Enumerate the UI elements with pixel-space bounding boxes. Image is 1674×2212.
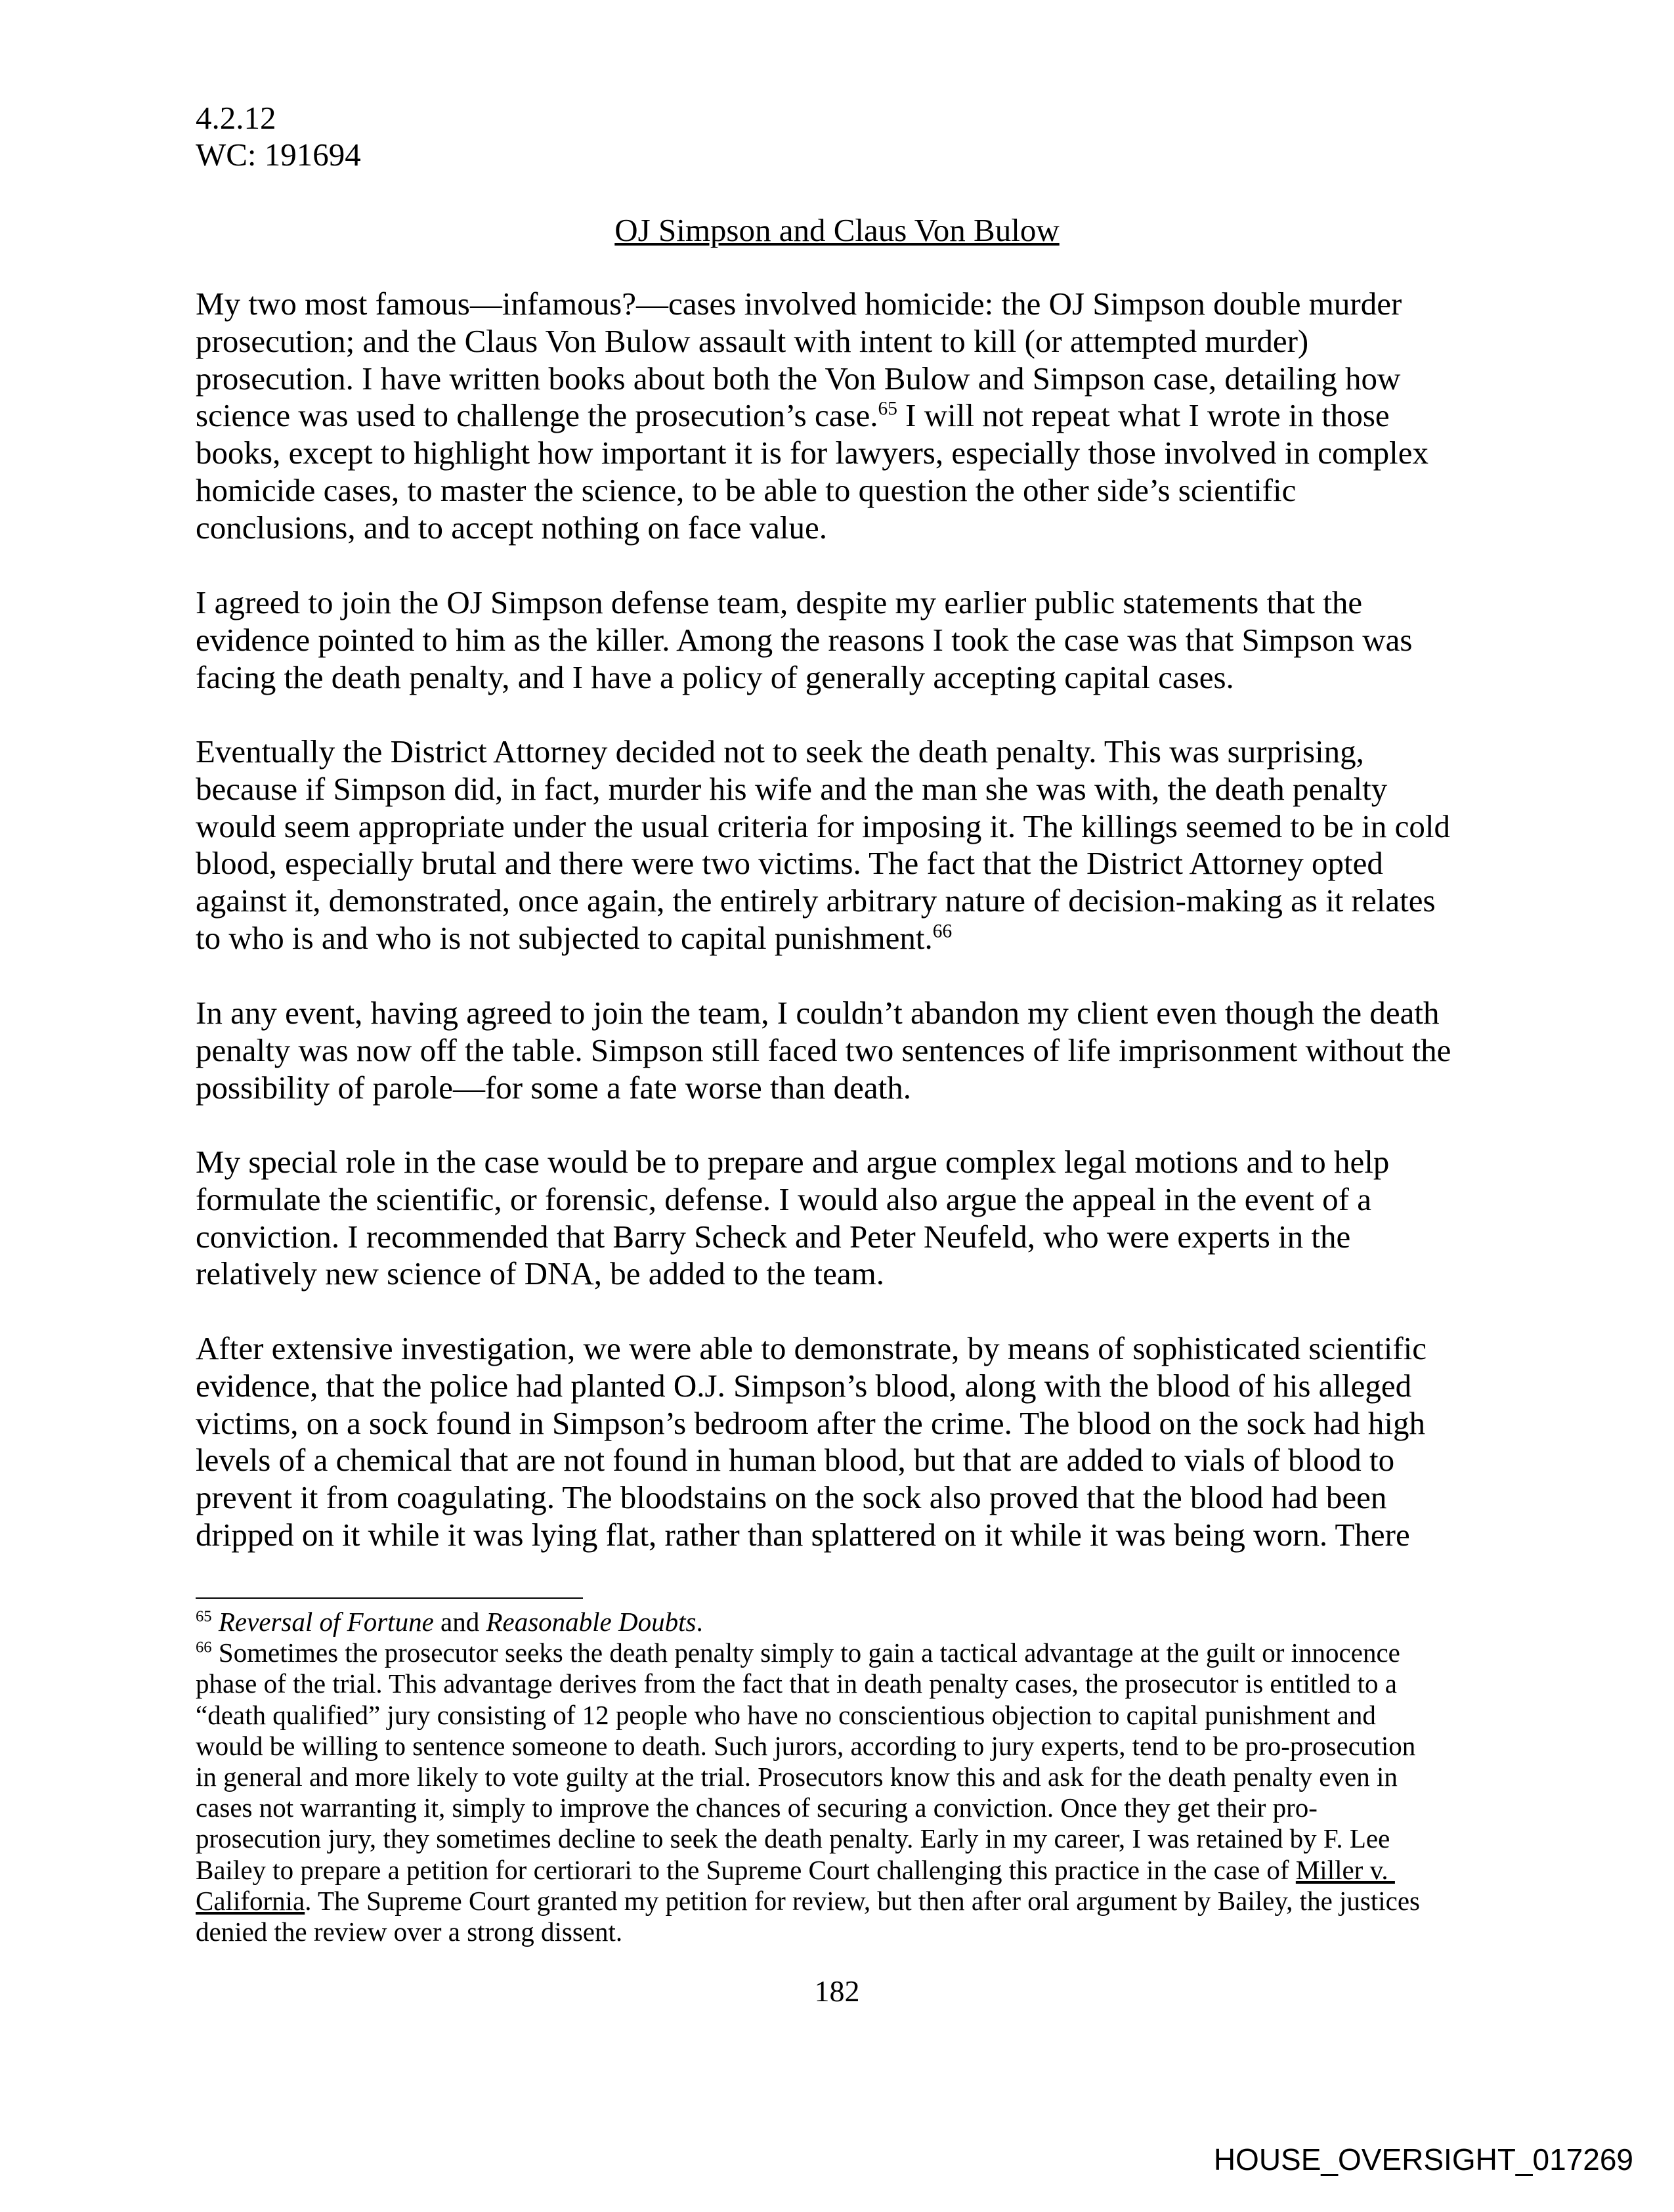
text-line: denied the review over a strong dissent. [196, 1916, 623, 1947]
document-date: 4.2.12 [196, 100, 276, 136]
text-line: After extensive investigation, we were able to demonstrate, by means of sophisticated scientific [196, 1330, 1427, 1366]
text-segment: science was used to challenge the prosecution’s case. [196, 397, 878, 434]
text-line [196, 1855, 1420, 1886]
text-line: victims, on a sock found in Simpson’s bedroom after the crime. The blood on the sock had high [196, 1404, 1426, 1441]
text-line: “death qualified” jury consisting of 12 people who have no conscientious objection to capital punishment and [196, 1699, 1376, 1730]
bates-stamp: HOUSE_OVERSIGHT_017269 [1213, 2142, 1633, 2177]
text-line: because if Simpson did, in fact, murder his wife and the man she was with, the death penalty [196, 770, 1388, 807]
chapter-title: OJ Simpson and Claus Von Bulow [614, 212, 1060, 248]
text-line: prevent it from coagulating. The bloodstains on the sock also proved that the blood had been [196, 1479, 1387, 1516]
text-line: My two most famous—infamous?—cases involved homicide: the OJ Simpson double murder [196, 286, 1402, 322]
footnotes [196, 1607, 1420, 1947]
footnote-65 [196, 1607, 1420, 1637]
text-segment: Bailey to prepare a petition for certiorari to the Supreme Court challenging this practice in the case of [196, 1854, 1296, 1885]
text-line: penalty was now off the table. Simpson still faced two sentences of life imprisonment without the [196, 1031, 1451, 1068]
text-line: Eventually the District Attorney decided not to seek the death penalty. This was surprising, [196, 733, 1364, 770]
text-segment: . [696, 1607, 703, 1637]
footnote-66 [196, 1637, 1420, 1668]
text-line: My special role in the case would be to prepare and argue complex legal motions and to help [196, 1144, 1390, 1180]
word-count: WC: 191694 [196, 137, 361, 173]
text-line [196, 397, 1428, 435]
text-line: against it, demonstrated, once again, the entirely arbitrary nature of decision-making as it relates [196, 882, 1436, 919]
paragraph-4 [196, 995, 1451, 1106]
text-line: homicide cases, to master the science, to be able to question the other side’s scientific [196, 471, 1297, 508]
paragraph-6 [196, 1330, 1427, 1554]
text-line: books, except to highlight how important it is for lawyers, especially those involved in complex [196, 435, 1428, 471]
text-line: prosecution. I have written books about both the Von Bulow and Simpson case, detailing how [196, 360, 1401, 397]
text-line [196, 920, 1450, 957]
footnote-ref-65: 65 [878, 398, 897, 420]
text-line: relatively new science of DNA, be added to the team. [196, 1255, 885, 1292]
text-line: prosecution jury, they sometimes decline to seek the death penalty. Early in my career, I was retained by F. Lee [196, 1823, 1390, 1854]
paragraph-1 [196, 286, 1428, 547]
text-line: dripped on it while it was lying flat, rather than splattered on it while it was being worn. There [196, 1516, 1410, 1553]
text-segment: Sometimes the prosecutor seeks the death penalty simply to gain a tactical advantage at the guilt or innocence [211, 1637, 1400, 1668]
text-line: cases not warranting it, simply to improve the chances of securing a conviction. Once they get their pro- [196, 1792, 1318, 1823]
paragraph-3 [196, 733, 1450, 957]
text-line: evidence pointed to him as the killer. Among the reasons I took the case was that Simpson was [196, 621, 1413, 658]
text-line: evidence, that the police had planted O.J. Simpson’s blood, along with the blood of his alleged [196, 1367, 1412, 1404]
paragraph-2 [196, 584, 1412, 696]
text-segment: . The Supreme Court granted my petition for review, but then after oral argument by Bailey, the justices [305, 1885, 1420, 1916]
text-line: would seem appropriate under the usual criteria for imposing it. The killings seemed to be in cold [196, 808, 1450, 844]
paragraph-5 [196, 1144, 1389, 1293]
text-line: conclusions, and to accept nothing on face value. [196, 509, 827, 546]
text-line: would be willing to sentence someone to death. Such jurors, according to jury experts, tend to be pro-prosecution [196, 1730, 1416, 1761]
text-line: conviction. I recommended that Barry Scheck and Peter Neufeld, who were experts in the [196, 1218, 1351, 1255]
text-line [196, 1886, 1420, 1917]
footnote-number: 65 [196, 1607, 212, 1626]
text-segment: and [433, 1607, 486, 1637]
text-line: formulate the scientific, or forensic, defense. I would also argue the appeal in the event of a [196, 1181, 1371, 1217]
case-name: California [196, 1885, 305, 1916]
text-line: possibility of parole—for some a fate worse than death. [196, 1069, 911, 1106]
footnote-ref-66: 66 [932, 921, 953, 942]
case-name: Miller v. [1295, 1854, 1395, 1885]
text-line: phase of the trial. This advantage derives from the fact that in death penalty cases, the prosecutor is entitled to a [196, 1668, 1397, 1699]
text-segment: I will not repeat what I wrote in those [897, 397, 1390, 434]
text-line: blood, especially brutal and there were two victims. The fact that the District Attorney opted [196, 845, 1383, 882]
text-line: prosecution; and the Claus Von Bulow assault with intent to kill (or attempted murder) [196, 322, 1309, 359]
text-line: levels of a chemical that are not found in human blood, but that are added to vials of blood to [196, 1442, 1395, 1479]
text-line: I agreed to join the OJ Simpson defense team, despite my earlier public statements that the [196, 584, 1363, 620]
text-line: facing the death penalty, and I have a policy of generally accepting capital cases. [196, 659, 1234, 695]
book-title: Reasonable Doubts [486, 1607, 697, 1637]
book-title: Reversal of Fortune [218, 1607, 434, 1637]
text-line: In any event, having agreed to join the team, I couldn’t abandon my client even though the death [196, 995, 1440, 1031]
text-segment: to who is and who is not subjected to capital punishment. [196, 919, 933, 956]
footnote-separator [196, 1597, 583, 1599]
footnote-number: 66 [196, 1638, 212, 1657]
page-number: 182 [814, 1974, 860, 2008]
text-line: in general and more likely to vote guilty at the trial. Prosecutors know this and ask for the death penalty even in [196, 1761, 1398, 1792]
